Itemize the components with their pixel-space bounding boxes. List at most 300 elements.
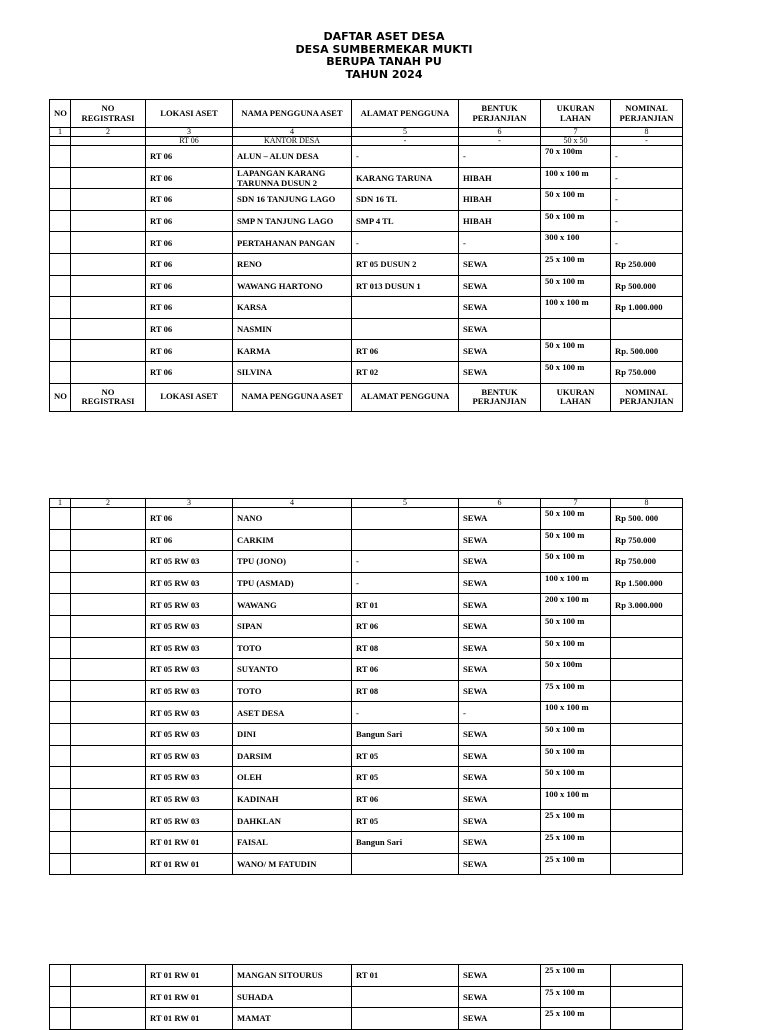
header-ukuran-lahan: UKURAN LAHAN	[541, 383, 611, 411]
cell-ukuran-lahan: 50 x 100 m	[541, 361, 611, 383]
cell-no-registrasi	[71, 659, 146, 681]
cell-no-registrasi	[71, 210, 146, 232]
cell-lokasi-aset: RT 06	[146, 146, 233, 168]
cell-lokasi-aset: RT 01 RW 01	[146, 831, 233, 853]
column-number: 3	[146, 499, 233, 508]
cell-bentuk-perjanjian: SEWA	[459, 551, 541, 573]
cell-nominal-perjanjian	[611, 965, 683, 987]
table-row	[50, 340, 683, 362]
cell-no-registrasi	[71, 297, 146, 319]
cell-nama-pengguna: PERTAHANAN PANGAN	[233, 232, 352, 254]
cell-alamat-pengguna	[352, 986, 459, 1008]
cell-no	[50, 659, 71, 681]
cell-ukuran-lahan: 70 x 100m	[541, 146, 611, 168]
cell-lokasi-aset: RT 06	[146, 137, 233, 146]
cell-lokasi-aset: RT 05 RW 03	[146, 680, 233, 702]
table-header-row	[50, 383, 683, 411]
table-row	[50, 702, 683, 724]
cell-lokasi-aset: RT 01 RW 01	[146, 853, 233, 875]
cell-bentuk-perjanjian: SEWA	[459, 986, 541, 1008]
cell-no-registrasi	[71, 529, 146, 551]
cell-ukuran-lahan: 25 x 100 m	[541, 965, 611, 987]
cell-alamat-pengguna: RT 06	[352, 659, 459, 681]
cell-bentuk-perjanjian: SEWA	[459, 594, 541, 616]
column-number: 7	[541, 128, 611, 137]
cell-alamat-pengguna: Bangun Sari	[352, 723, 459, 745]
cell-bentuk-perjanjian: SEWA	[459, 508, 541, 530]
cell-nama-pengguna: KARSA	[233, 297, 352, 319]
title-line-4: TAHUN 2024	[345, 67, 423, 81]
cell-alamat-pengguna: -	[352, 137, 459, 146]
cell-no	[50, 745, 71, 767]
cell-no-registrasi	[71, 551, 146, 573]
cell-alamat-pengguna	[352, 297, 459, 319]
header-no: NO	[50, 100, 71, 128]
cell-no	[50, 572, 71, 594]
table-row	[50, 788, 683, 810]
cell-no	[50, 810, 71, 832]
cell-alamat-pengguna: SMP 4 TL	[352, 210, 459, 232]
cell-alamat-pengguna: -	[352, 551, 459, 573]
cell-nominal-perjanjian: -	[611, 146, 683, 168]
cell-nominal-perjanjian: -	[611, 137, 683, 146]
cell-bentuk-perjanjian: -	[459, 137, 541, 146]
cell-lokasi-aset: RT 06	[146, 361, 233, 383]
cell-lokasi-aset: RT 05 RW 03	[146, 702, 233, 724]
cell-alamat-pengguna: RT 02	[352, 361, 459, 383]
cell-no	[50, 508, 71, 530]
cell-nominal-perjanjian: -	[611, 232, 683, 254]
cell-no	[50, 137, 71, 146]
column-number: 8	[611, 499, 683, 508]
cell-no	[50, 788, 71, 810]
cell-nominal-perjanjian: Rp 750.000	[611, 361, 683, 383]
cell-nominal-perjanjian	[611, 702, 683, 724]
cell-ukuran-lahan: 50 x 100 m	[541, 723, 611, 745]
cell-bentuk-perjanjian: -	[459, 702, 541, 724]
cell-bentuk-perjanjian: SEWA	[459, 788, 541, 810]
table-row	[50, 318, 683, 340]
cell-alamat-pengguna	[352, 853, 459, 875]
cell-no	[50, 986, 71, 1008]
cell-ukuran-lahan: 50 x 100 m	[541, 745, 611, 767]
cell-lokasi-aset: RT 05 RW 03	[146, 810, 233, 832]
cell-no-registrasi	[71, 767, 146, 789]
cell-nama-pengguna: SILVINA	[233, 361, 352, 383]
cell-nama-pengguna: NANO	[233, 508, 352, 530]
cell-nominal-perjanjian: Rp 500.000	[611, 275, 683, 297]
cell-no-registrasi	[71, 680, 146, 702]
table-row	[50, 831, 683, 853]
cell-no-registrasi	[71, 723, 146, 745]
column-number-row	[50, 499, 683, 508]
cell-nominal-perjanjian: -	[611, 167, 683, 189]
cell-lokasi-aset: RT 06	[146, 275, 233, 297]
cell-no-registrasi	[71, 137, 146, 146]
column-number: 4	[233, 128, 352, 137]
cell-lokasi-aset: RT 06	[146, 167, 233, 189]
cell-nominal-perjanjian: Rp 750.000	[611, 529, 683, 551]
cell-ukuran-lahan: 50 x 100 m	[541, 615, 611, 637]
table-row	[50, 297, 683, 319]
header-lokasi-aset: LOKASI ASET	[146, 100, 233, 128]
cell-nominal-perjanjian	[611, 680, 683, 702]
table-header-row	[50, 100, 683, 128]
cell-nama-pengguna: KANTOR DESA	[233, 137, 352, 146]
table-row	[50, 210, 683, 232]
cell-no-registrasi	[71, 189, 146, 211]
cell-no	[50, 361, 71, 383]
header-nama-pengguna: NAMA PENGGUNA ASET	[233, 100, 352, 128]
cell-bentuk-perjanjian: SEWA	[459, 253, 541, 275]
cell-alamat-pengguna	[352, 529, 459, 551]
cell-nominal-perjanjian: -	[611, 210, 683, 232]
cell-bentuk-perjanjian: SEWA	[459, 767, 541, 789]
cell-nominal-perjanjian: Rp 250.000	[611, 253, 683, 275]
cell-no-registrasi	[71, 986, 146, 1008]
cell-bentuk-perjanjian: SEWA	[459, 297, 541, 319]
cell-no-registrasi	[71, 167, 146, 189]
cell-lokasi-aset: RT 05 RW 03	[146, 615, 233, 637]
cell-ukuran-lahan: 50 x 100 m	[541, 210, 611, 232]
cell-no	[50, 637, 71, 659]
table-row	[50, 529, 683, 551]
header-lokasi-aset: LOKASI ASET	[146, 383, 233, 411]
cell-nominal-perjanjian	[611, 659, 683, 681]
cell-lokasi-aset: RT 06	[146, 253, 233, 275]
cell-ukuran-lahan: 25 x 100 m	[541, 853, 611, 875]
cell-ukuran-lahan: 100 x 100 m	[541, 788, 611, 810]
header-no: NO	[50, 383, 71, 411]
cell-alamat-pengguna: RT 08	[352, 637, 459, 659]
cell-lokasi-aset: RT 01 RW 01	[146, 965, 233, 987]
cell-nama-pengguna: FAISAL	[233, 831, 352, 853]
cell-alamat-pengguna: -	[352, 702, 459, 724]
cell-nominal-perjanjian: Rp. 500.000	[611, 340, 683, 362]
cell-nominal-perjanjian	[611, 318, 683, 340]
asset-table-2	[49, 498, 683, 875]
cell-bentuk-perjanjian: SEWA	[459, 615, 541, 637]
table-row	[50, 232, 683, 254]
cell-ukuran-lahan: 75 x 100 m	[541, 986, 611, 1008]
cell-ukuran-lahan: 50 x 100 m	[541, 551, 611, 573]
cell-nama-pengguna: TOTO	[233, 637, 352, 659]
cell-no-registrasi	[71, 594, 146, 616]
cell-nominal-perjanjian	[611, 745, 683, 767]
table-row	[50, 853, 683, 875]
cell-bentuk-perjanjian: SEWA	[459, 529, 541, 551]
cell-nama-pengguna: SDN 16 TANJUNG LAGO	[233, 189, 352, 211]
table-row	[50, 594, 683, 616]
cell-no-registrasi	[71, 232, 146, 254]
cell-alamat-pengguna: SDN 16 TL	[352, 189, 459, 211]
cell-alamat-pengguna: RT 01	[352, 965, 459, 987]
cell-nominal-perjanjian: Rp 1.500.000	[611, 572, 683, 594]
cell-nama-pengguna: WAWANG	[233, 594, 352, 616]
cell-no	[50, 210, 71, 232]
cell-lokasi-aset: RT 05 RW 03	[146, 551, 233, 573]
cell-lokasi-aset: RT 06	[146, 318, 233, 340]
cell-nama-pengguna: SUHADA	[233, 986, 352, 1008]
cell-alamat-pengguna: RT 013 DUSUN 1	[352, 275, 459, 297]
cell-no	[50, 723, 71, 745]
cell-lokasi-aset: RT 06	[146, 508, 233, 530]
cell-nominal-perjanjian	[611, 986, 683, 1008]
column-number: 8	[611, 128, 683, 137]
cell-nama-pengguna: SUYANTO	[233, 659, 352, 681]
cell-nama-pengguna: WANO/ M FATUDIN	[233, 853, 352, 875]
cell-lokasi-aset: RT 05 RW 03	[146, 723, 233, 745]
cell-nominal-perjanjian	[611, 637, 683, 659]
cell-bentuk-perjanjian: HIBAH	[459, 189, 541, 211]
cell-bentuk-perjanjian: SEWA	[459, 965, 541, 987]
column-number: 6	[459, 499, 541, 508]
cell-nominal-perjanjian: Rp 1.000.000	[611, 297, 683, 319]
cell-no-registrasi	[71, 275, 146, 297]
cell-no	[50, 767, 71, 789]
cell-nominal-perjanjian: Rp 750.000	[611, 551, 683, 573]
cell-ukuran-lahan: 50 x 100 m	[541, 275, 611, 297]
cell-lokasi-aset: RT 06	[146, 232, 233, 254]
cell-nama-pengguna: SMP N TANJUNG LAGO	[233, 210, 352, 232]
cell-no	[50, 253, 71, 275]
cell-no	[50, 318, 71, 340]
cell-lokasi-aset: RT 05 RW 03	[146, 745, 233, 767]
cell-lokasi-aset: RT 05 RW 03	[146, 637, 233, 659]
cell-nama-pengguna: DARSIM	[233, 745, 352, 767]
cell-ukuran-lahan: 300 x 100	[541, 232, 611, 254]
cell-no	[50, 189, 71, 211]
cell-no	[50, 340, 71, 362]
cell-no-registrasi	[71, 831, 146, 853]
cell-nominal-perjanjian	[611, 831, 683, 853]
cell-nominal-perjanjian	[611, 1008, 683, 1030]
cell-alamat-pengguna: RT 01	[352, 594, 459, 616]
cell-alamat-pengguna: RT 06	[352, 788, 459, 810]
cell-no-registrasi	[71, 508, 146, 530]
cell-bentuk-perjanjian: -	[459, 146, 541, 168]
cell-no	[50, 146, 71, 168]
cell-no	[50, 551, 71, 573]
cell-nominal-perjanjian: Rp 3.000.000	[611, 594, 683, 616]
cell-alamat-pengguna: RT 05	[352, 767, 459, 789]
cell-alamat-pengguna: KARANG TARUNA	[352, 167, 459, 189]
cell-lokasi-aset: RT 06	[146, 297, 233, 319]
cell-lokasi-aset: RT 01 RW 01	[146, 1008, 233, 1030]
cell-ukuran-lahan: 100 x 100 m	[541, 572, 611, 594]
cell-lokasi-aset: RT 06	[146, 529, 233, 551]
table-row	[50, 745, 683, 767]
cell-ukuran-lahan: 75 x 100 m	[541, 680, 611, 702]
cell-alamat-pengguna	[352, 318, 459, 340]
cell-alamat-pengguna: RT 05	[352, 810, 459, 832]
table-row	[50, 167, 683, 189]
table-row	[50, 810, 683, 832]
header-nominal-perjanjian: NOMINAL PERJANJIAN	[611, 383, 683, 411]
table-row	[50, 1008, 683, 1030]
cell-no-registrasi	[71, 853, 146, 875]
column-number: 6	[459, 128, 541, 137]
cell-alamat-pengguna	[352, 1008, 459, 1030]
cell-bentuk-perjanjian: SEWA	[459, 361, 541, 383]
cell-no-registrasi	[71, 572, 146, 594]
cell-nama-pengguna: CARKIM	[233, 529, 352, 551]
cell-no	[50, 594, 71, 616]
cell-ukuran-lahan: 100 x 100 m	[541, 297, 611, 319]
table-row	[50, 146, 683, 168]
header-no-registrasi: NO REGISTRASI	[71, 383, 146, 411]
cell-ukuran-lahan: 50 x 50	[541, 137, 611, 146]
table-row	[50, 508, 683, 530]
cell-ukuran-lahan: 25 x 100 m	[541, 253, 611, 275]
table-row	[50, 723, 683, 745]
asset-table-3	[49, 964, 683, 1030]
header-bentuk-perjanjian: BENTUK PERJANJIAN	[459, 100, 541, 128]
cell-nominal-perjanjian: -	[611, 189, 683, 211]
cell-no-registrasi	[71, 702, 146, 724]
cell-no-registrasi	[71, 615, 146, 637]
cell-ukuran-lahan: 50 x 100 m	[541, 508, 611, 530]
cell-ukuran-lahan: 50 x 100m	[541, 659, 611, 681]
cell-lokasi-aset: RT 05 RW 03	[146, 572, 233, 594]
cell-no	[50, 1008, 71, 1030]
header-nama-pengguna: NAMA PENGGUNA ASET	[233, 383, 352, 411]
cell-no-registrasi	[71, 637, 146, 659]
cell-bentuk-perjanjian: SEWA	[459, 853, 541, 875]
table-row	[50, 637, 683, 659]
column-number: 3	[146, 128, 233, 137]
cell-nominal-perjanjian	[611, 853, 683, 875]
cell-nama-pengguna: ALUN – ALUN DESA	[233, 146, 352, 168]
table-row	[50, 551, 683, 573]
cell-ukuran-lahan: 25 x 100 m	[541, 831, 611, 853]
cell-bentuk-perjanjian: HIBAH	[459, 167, 541, 189]
cell-alamat-pengguna	[352, 508, 459, 530]
cell-alamat-pengguna: RT 05 DUSUN 2	[352, 253, 459, 275]
cell-nama-pengguna: NASMIN	[233, 318, 352, 340]
cell-nama-pengguna: TOTO	[233, 680, 352, 702]
cell-alamat-pengguna: Bangun Sari	[352, 831, 459, 853]
cell-lokasi-aset: RT 05 RW 03	[146, 788, 233, 810]
cell-bentuk-perjanjian: SEWA	[459, 318, 541, 340]
table-row	[50, 615, 683, 637]
table-row	[50, 680, 683, 702]
cell-nominal-perjanjian: Rp 500. 000	[611, 508, 683, 530]
cell-ukuran-lahan: 25 x 100 m	[541, 1008, 611, 1030]
cell-nama-pengguna: DAHKLAN	[233, 810, 352, 832]
cell-nama-pengguna: WAWANG HARTONO	[233, 275, 352, 297]
cell-bentuk-perjanjian: SEWA	[459, 723, 541, 745]
title-line-3: BERUPA TANAH PU	[326, 55, 442, 68]
column-number: 2	[71, 499, 146, 508]
cell-bentuk-perjanjian: -	[459, 232, 541, 254]
header-nominal-perjanjian: NOMINAL PERJANJIAN	[611, 100, 683, 128]
cell-bentuk-perjanjian: SEWA	[459, 680, 541, 702]
cell-nama-pengguna: SIPAN	[233, 615, 352, 637]
cell-ukuran-lahan: 100 x 100 m	[541, 702, 611, 724]
column-number: 1	[50, 499, 71, 508]
cell-alamat-pengguna: RT 08	[352, 680, 459, 702]
table-row	[50, 275, 683, 297]
table-row	[50, 189, 683, 211]
cell-bentuk-perjanjian: SEWA	[459, 637, 541, 659]
cell-ukuran-lahan: 50 x 100 m	[541, 637, 611, 659]
cell-nama-pengguna: DINI	[233, 723, 352, 745]
table-row	[50, 253, 683, 275]
table-row	[50, 572, 683, 594]
cell-no-registrasi	[71, 1008, 146, 1030]
table-row	[50, 361, 683, 383]
cell-ukuran-lahan: 50 x 100 m	[541, 189, 611, 211]
cell-no	[50, 680, 71, 702]
cell-nama-pengguna: MAMAT	[233, 1008, 352, 1030]
cell-ukuran-lahan: 50 x 100 m	[541, 767, 611, 789]
cell-lokasi-aset: RT 01 RW 01	[146, 986, 233, 1008]
cell-ukuran-lahan: 100 x 100 m	[541, 167, 611, 189]
column-number: 1	[50, 128, 71, 137]
column-number: 5	[352, 128, 459, 137]
column-number: 2	[71, 128, 146, 137]
cell-nama-pengguna: TPU (JONO)	[233, 551, 352, 573]
cell-lokasi-aset: RT 05 RW 03	[146, 659, 233, 681]
cell-alamat-pengguna: -	[352, 146, 459, 168]
cell-bentuk-perjanjian: SEWA	[459, 659, 541, 681]
cell-alamat-pengguna: RT 05	[352, 745, 459, 767]
cell-nominal-perjanjian	[611, 767, 683, 789]
column-number: 7	[541, 499, 611, 508]
cell-no-registrasi	[71, 745, 146, 767]
cell-bentuk-perjanjian: SEWA	[459, 831, 541, 853]
cell-nama-pengguna: KARMA	[233, 340, 352, 362]
cell-alamat-pengguna: -	[352, 232, 459, 254]
cell-no	[50, 529, 71, 551]
header-bentuk-perjanjian: BENTUK PERJANJIAN	[459, 383, 541, 411]
cell-lokasi-aset: RT 06	[146, 340, 233, 362]
cell-nama-pengguna: ASET DESA	[233, 702, 352, 724]
cell-bentuk-perjanjian: SEWA	[459, 340, 541, 362]
cell-ukuran-lahan: 50 x 100 m	[541, 529, 611, 551]
cell-nama-pengguna: OLEH	[233, 767, 352, 789]
title-line-1: DAFTAR ASET DESA	[323, 30, 445, 43]
cell-ukuran-lahan: 200 x 100 m	[541, 594, 611, 616]
column-number: 5	[352, 499, 459, 508]
cell-lokasi-aset: RT 06	[146, 189, 233, 211]
header-alamat-pengguna: ALAMAT PENGGUNA	[352, 100, 459, 128]
cell-nominal-perjanjian	[611, 723, 683, 745]
cell-no	[50, 965, 71, 987]
cell-alamat-pengguna: RT 06	[352, 340, 459, 362]
cell-nama-pengguna: RENO	[233, 253, 352, 275]
cell-alamat-pengguna: -	[352, 572, 459, 594]
table-row	[50, 659, 683, 681]
cell-nominal-perjanjian	[611, 810, 683, 832]
document-title-block	[0, 31, 768, 81]
table-subrow	[50, 137, 683, 146]
cell-no-registrasi	[71, 253, 146, 275]
header-ukuran-lahan: UKURAN LAHAN	[541, 100, 611, 128]
cell-nama-pengguna: TPU (ASMAD)	[233, 572, 352, 594]
cell-no-registrasi	[71, 361, 146, 383]
cell-no	[50, 167, 71, 189]
cell-no	[50, 297, 71, 319]
cell-no	[50, 275, 71, 297]
table-row	[50, 986, 683, 1008]
cell-ukuran-lahan: 25 x 100 m	[541, 810, 611, 832]
cell-no	[50, 232, 71, 254]
cell-nama-pengguna: KADINAH	[233, 788, 352, 810]
cell-bentuk-perjanjian: SEWA	[459, 810, 541, 832]
cell-no-registrasi	[71, 340, 146, 362]
